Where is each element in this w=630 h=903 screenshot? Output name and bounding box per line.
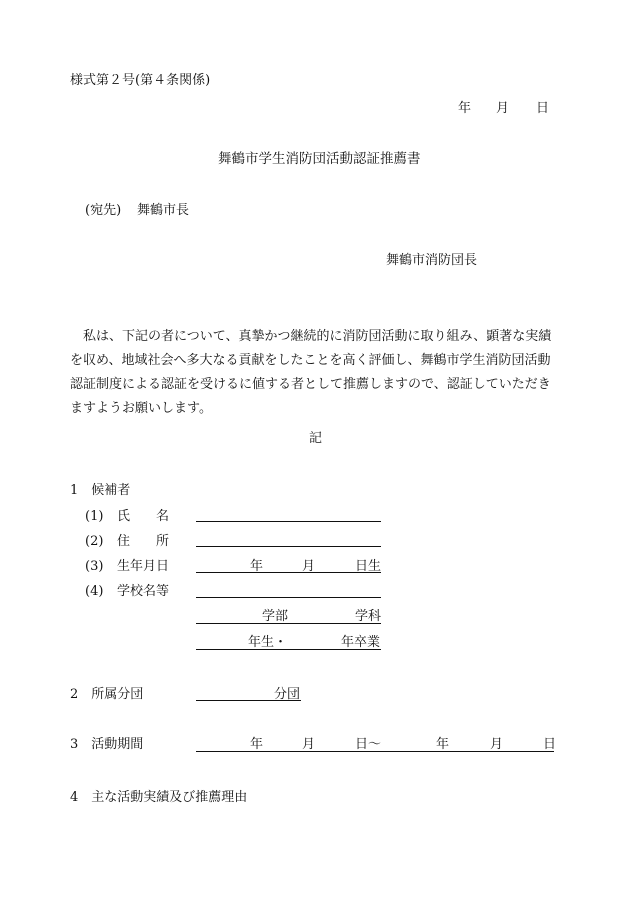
address-label: 住 所 — [117, 534, 170, 549]
addressee-name: 舞鶴市長 — [137, 203, 190, 218]
department-label: 学科 — [355, 609, 382, 624]
date-day-label: 日 — [536, 101, 550, 116]
paragraph-line: 私は、下記の者について、真摯かつ継続的に消防団活動に取り組み、顕著な実績 — [70, 329, 552, 344]
section3-label: 3 活動期間 — [70, 737, 144, 752]
form-number: 様式第２号(第４条関係) — [70, 73, 211, 88]
faculty-label: 学部 — [262, 609, 289, 624]
ki-label: 記 — [309, 431, 323, 446]
section2-label: 2 所属分団 — [70, 687, 144, 702]
school-field-line[interactable] — [196, 597, 381, 598]
paragraph-line: を収め、地域社会へ多大なる貢献をしたことを高く評価し、舞鶴市学生消防団活動 — [70, 353, 551, 368]
birth-day-label: 日生 — [355, 559, 382, 574]
item-number: (4) — [85, 584, 104, 599]
document-title: 舞鶴市学生消防団活動認証推薦書 — [218, 151, 421, 167]
to-month-label: 月 — [490, 737, 504, 752]
birthdate-label: 生年月日 — [117, 559, 170, 574]
grade-field-line[interactable] — [196, 649, 381, 650]
name-label: 氏 名 — [117, 509, 170, 524]
recommendation-paragraph — [70, 325, 560, 421]
from-day-label: 日〜 — [355, 737, 382, 752]
date-month-label: 月 — [496, 101, 510, 116]
period-field-line[interactable] — [196, 751, 554, 752]
birthdate-field-line[interactable] — [196, 572, 381, 573]
faculty-field-line[interactable] — [196, 623, 381, 624]
sender-name: 舞鶴市消防団長 — [386, 253, 478, 268]
to-day-label: 日 — [543, 737, 557, 752]
section4-label: 4 主な活動実績及び推薦理由 — [70, 790, 248, 805]
date-year-label: 年 — [458, 101, 472, 116]
addressee-label: (宛先) — [85, 203, 122, 218]
birth-month-label: 月 — [302, 559, 316, 574]
section1-label: 1 候補者 — [70, 483, 131, 498]
grade-label: 年生・ — [248, 635, 288, 650]
unit-label: 分団 — [274, 687, 301, 702]
item-number: (3) — [85, 559, 104, 574]
paragraph-line: ますようお願いします。 — [70, 401, 212, 416]
name-field-line[interactable] — [196, 521, 381, 522]
item-number: (1) — [85, 509, 104, 524]
birth-year-label: 年 — [250, 559, 264, 574]
to-year-label: 年 — [436, 737, 450, 752]
from-year-label: 年 — [250, 737, 264, 752]
item-number: (2) — [85, 534, 104, 549]
paragraph-line: 認証制度による認証を受けるに値する者として推薦しますので、認証していただき — [70, 377, 551, 392]
graduation-label: 年卒業 — [341, 635, 381, 650]
from-month-label: 月 — [302, 737, 316, 752]
school-label: 学校名等 — [117, 584, 170, 599]
address-field-line[interactable] — [196, 546, 381, 547]
unit-field-line[interactable] — [196, 700, 301, 701]
